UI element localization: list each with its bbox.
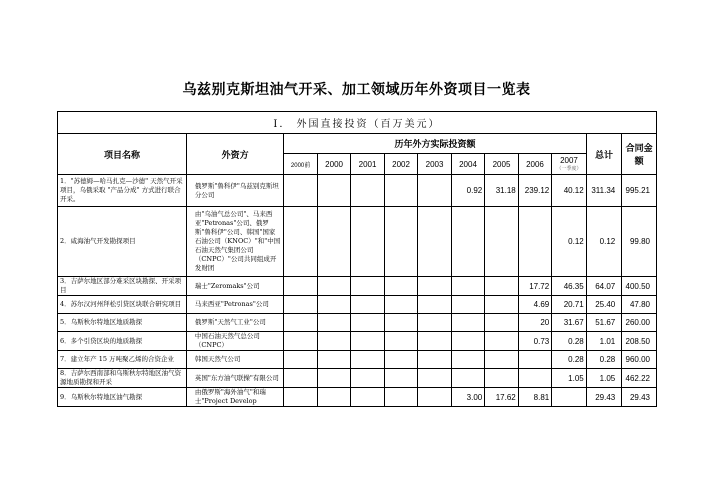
investor-cell: 英国"东方油气联操"有限公司: [186, 369, 283, 388]
year-value-cell: [418, 277, 451, 296]
year-label: 2006: [526, 159, 544, 169]
year-value-cell: 1.05: [552, 369, 587, 388]
total-cell: 311.34: [586, 175, 622, 207]
year-value-cell: [518, 207, 551, 277]
contract-amount-cell: 47.80: [622, 296, 657, 314]
table-row: [58, 332, 657, 351]
year-value-cell: 20.71: [552, 296, 587, 314]
year-value-cell: 0.12: [552, 207, 587, 277]
year-label: 2003: [425, 159, 444, 169]
year-value-cell: [351, 314, 384, 332]
year-value-cell: [284, 296, 317, 314]
foreign-investment-table: [57, 111, 657, 407]
table-row: [58, 388, 657, 407]
year-value-cell: [485, 369, 518, 388]
year-value-cell: [418, 175, 451, 207]
year-value-cell: [485, 277, 518, 296]
contract-amount-cell: 400.50: [622, 277, 657, 296]
year-header: [485, 154, 518, 175]
total-cell: 29.43: [586, 388, 622, 407]
header-contract-amount: 合同金额: [622, 134, 657, 175]
header-investor: 外资方: [186, 134, 283, 175]
year-value-cell: [485, 207, 518, 277]
year-value-cell: [552, 388, 587, 407]
year-label: 2000: [325, 159, 343, 169]
project-name-cell: 5．乌斯秋尔特地区地质勘探: [58, 314, 187, 332]
table-row: [58, 207, 657, 277]
year-value-cell: [317, 369, 350, 388]
contract-amount-cell: 960.00: [622, 351, 657, 369]
year-value-cell: [451, 296, 484, 314]
year-label: 2007: [560, 156, 578, 165]
contract-amount-cell: 29.43: [622, 388, 657, 407]
year-value-cell: [384, 277, 417, 296]
investor-cell: 中国石油天然气总公司（CNPC）: [186, 332, 283, 351]
year-value-cell: [451, 207, 484, 277]
table-row: [58, 351, 657, 369]
project-name-cell: 8．吉萨尔西南部和乌斯秋尔特地区油气资源地质勘探和开采: [58, 369, 187, 388]
document-title: 乌兹别克斯坦油气开采、加工领域历年外资项目一览表: [182, 82, 531, 98]
year-header: [451, 154, 484, 175]
year-value-cell: [384, 369, 417, 388]
year-value-cell: [451, 369, 484, 388]
year-label: 2000前: [290, 162, 311, 169]
year-value-cell: [418, 388, 451, 407]
year-value-cell: [451, 351, 484, 369]
year-value-cell: [384, 207, 417, 277]
year-value-cell: [317, 207, 350, 277]
year-value-cell: [384, 175, 417, 207]
year-value-cell: [351, 388, 384, 407]
year-value-cell: [384, 388, 417, 407]
year-value-cell: [485, 351, 518, 369]
year-value-cell: 20: [518, 314, 551, 332]
year-value-cell: [485, 296, 518, 314]
project-name-cell: 3．吉萨尔地区部分难采区块勘探、开采项目: [58, 277, 187, 296]
year-label: 2004: [459, 159, 477, 169]
year-header: [384, 154, 417, 175]
year-value-cell: [384, 314, 417, 332]
year-value-cell: [351, 175, 384, 207]
year-header: [284, 154, 317, 175]
contract-amount-cell: 995.21: [622, 175, 657, 207]
year-value-cell: 17.72: [518, 277, 551, 296]
project-name-cell: 6．多个引贷区块的地质勘探: [58, 332, 187, 351]
year-value-cell: [418, 369, 451, 388]
year-value-cell: [351, 207, 384, 277]
year-value-cell: [384, 296, 417, 314]
year-value-cell: 239.12: [518, 175, 551, 207]
table-body: [58, 175, 657, 407]
contract-amount-cell: 99.80: [622, 207, 657, 277]
year-value-cell: 31.18: [485, 175, 518, 207]
investor-cell: 瑞士"Zeromaks"公司: [186, 277, 283, 296]
project-name-cell: 1．"苏德姆—哈马扎克—沙德" 天然气开采项目，乌俄采取 "产品分成" 方式进行联合开采。: [58, 175, 187, 207]
year-value-cell: [284, 207, 317, 277]
year-value-cell: [384, 351, 417, 369]
year-header: [518, 154, 551, 175]
year-value-cell: [384, 332, 417, 351]
year-value-cell: [284, 388, 317, 407]
investor-cell: 马来西亚"Petronas"公司: [186, 296, 283, 314]
total-cell: 0.12: [586, 207, 622, 277]
investor-cell: 俄罗斯"天然气工业"公司: [186, 314, 283, 332]
year-value-cell: 3.00: [451, 388, 484, 407]
year-value-cell: [418, 351, 451, 369]
year-header: [351, 154, 384, 175]
year-value-cell: [284, 277, 317, 296]
year-value-cell: [351, 296, 384, 314]
table-row: [58, 314, 657, 332]
year-value-cell: [485, 314, 518, 332]
table-row: [58, 369, 657, 388]
year-value-cell: 8.81: [518, 388, 551, 407]
year-value-cell: 17.62: [485, 388, 518, 407]
year-label: 2005: [492, 159, 511, 169]
header-project-name: 项目名称: [58, 134, 187, 175]
year-value-cell: [284, 175, 317, 207]
year-value-cell: [418, 296, 451, 314]
year-label: 2001: [358, 159, 377, 169]
total-cell: 51.67: [586, 314, 622, 332]
year-value-cell: 40.12: [552, 175, 587, 207]
investor-cell: 韩国天然气公司: [186, 351, 283, 369]
header-annual-investment: 历年外方实际投资额: [284, 134, 586, 154]
year-value-cell: [317, 351, 350, 369]
project-name-cell: 2．咸海油气开发勘探项目: [58, 207, 187, 277]
year-value-cell: [284, 332, 317, 351]
year-value-cell: [418, 314, 451, 332]
year-value-cell: [518, 351, 551, 369]
year-value-cell: [351, 351, 384, 369]
year-value-cell: [485, 332, 518, 351]
year-value-cell: [351, 369, 384, 388]
year-value-cell: 31.67: [552, 314, 587, 332]
year-header: [418, 154, 451, 175]
header-total: 总计: [586, 134, 622, 175]
table-row: [58, 296, 657, 314]
table-row: [58, 175, 657, 207]
total-cell: 1.05: [586, 369, 622, 388]
year-value-cell: [284, 351, 317, 369]
year-value-cell: [317, 388, 350, 407]
year-value-cell: [351, 332, 384, 351]
year-value-cell: 0.92: [451, 175, 484, 207]
year-value-cell: [351, 277, 384, 296]
investor-cell: 由俄罗斯"海外油气"和瑞士"Project Develop: [186, 388, 283, 407]
year-value-cell: 46.35: [552, 277, 587, 296]
year-value-cell: 0.28: [552, 332, 587, 351]
year-value-cell: [317, 296, 350, 314]
year-value-cell: [317, 175, 350, 207]
year-value-cell: [284, 314, 317, 332]
year-label: 2002: [392, 159, 410, 169]
year-value-cell: [317, 314, 350, 332]
year-value-cell: [451, 277, 484, 296]
section-heading: I． 外国直接投资（百万美元）: [58, 112, 657, 134]
year-value-cell: 0.28: [552, 351, 587, 369]
year-value-cell: [451, 314, 484, 332]
contract-amount-cell: 260.00: [622, 314, 657, 332]
project-name-cell: 4．苏尔汉河州拜松引贷区块联合研究项目: [58, 296, 187, 314]
year-value-cell: [451, 332, 484, 351]
investor-cell: 由"乌油气总公司"、马来西亚"Petronas"公司、俄罗斯"鲁科伊"公司、韩国"国家石油公司（KNOC）"和"中国石油天然气集团公司（CNPC）"公司共同组成开发财团: [186, 207, 283, 277]
project-name-cell: 7．建立年产 15 万吨聚乙烯的合资企业: [58, 351, 187, 369]
year-header: [317, 154, 350, 175]
investor-cell: 俄罗斯"鲁科伊"乌兹别克斯坦分公司: [186, 175, 283, 207]
total-cell: 25.40: [586, 296, 622, 314]
table-row: [58, 277, 657, 296]
year-value-cell: 0.73: [518, 332, 551, 351]
contract-amount-cell: 462.22: [622, 369, 657, 388]
year-value-cell: [284, 369, 317, 388]
year-header: [552, 154, 587, 175]
total-cell: 1.01: [586, 332, 622, 351]
project-name-cell: 9．乌斯秋尔特地区油气勘探: [58, 388, 187, 407]
year-value-cell: [317, 277, 350, 296]
year-value-cell: [418, 207, 451, 277]
year-value-cell: [518, 369, 551, 388]
year-sublabel: （一季度）: [556, 166, 582, 172]
contract-amount-cell: 208.50: [622, 332, 657, 351]
year-value-cell: 4.69: [518, 296, 551, 314]
total-cell: 64.07: [586, 277, 622, 296]
year-value-cell: [418, 332, 451, 351]
year-value-cell: [317, 332, 350, 351]
total-cell: 0.28: [586, 351, 622, 369]
